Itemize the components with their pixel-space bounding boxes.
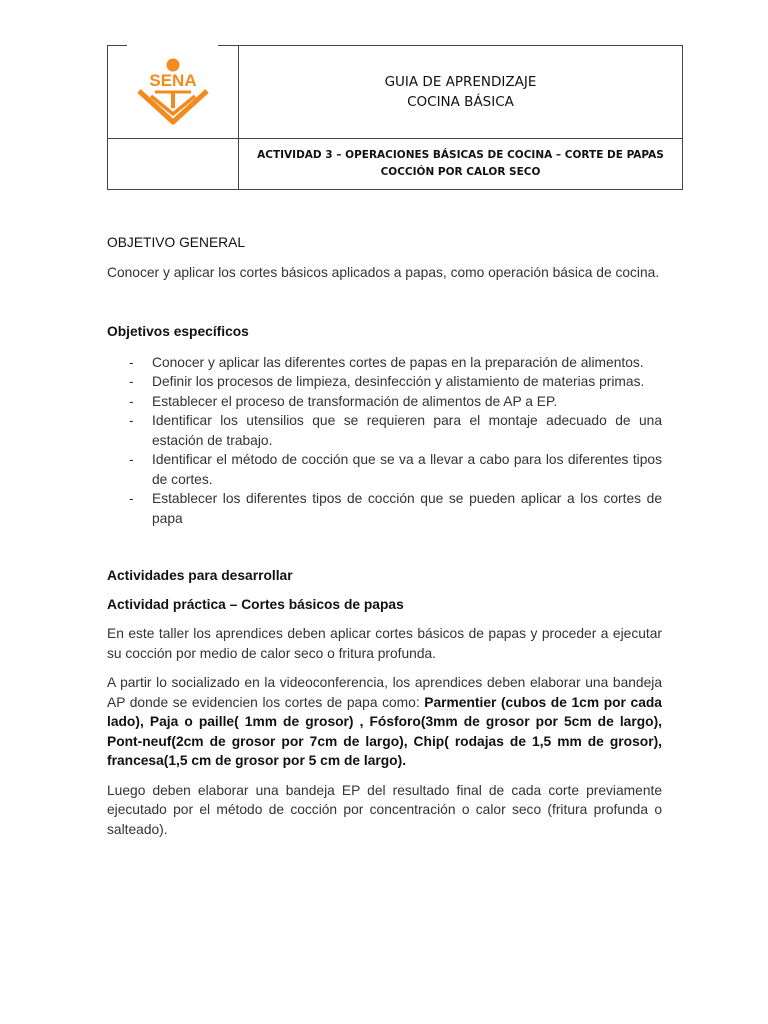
- general-objective-heading: OBJETIVO GENERAL: [107, 235, 246, 250]
- general-objective-text: Conocer y aplicar los cortes básicos aplicados a papas, como operación básica de cocina.: [107, 264, 660, 280]
- activity-paragraph-3: Luego deben elaborar una bandeja EP del resultado final de cada corte previamente ejecutado por el método de cocción por concentración o calor seco (fritura profunda o salteado).: [107, 782, 662, 837]
- specific-objectives-list: [107, 353, 662, 529]
- list-item: - Identificar los utensilios que se requieren para el montaje adecuado de una estación de trabajo.: [129, 413, 662, 448]
- document-body: [107, 233, 662, 839]
- activity-paragraph-1: En este taller los aprendices deben aplicar cortes básicos de papas y proceder a ejecutar su cocción por medio de calor seco o fritura profunda.: [107, 626, 662, 661]
- activity-subtitle: COCCIÓN POR CALOR SECO: [380, 166, 541, 178]
- header-table: [107, 45, 683, 190]
- guide-title: GUIA DE APRENDIZAJE: [384, 74, 537, 90]
- activity-paragraph-2: A partir lo socializado en la videoconferencia, los aprendices deben elaborar una bandeja AP donde se evidencien los cortes de papa como: Parmentier (cubos de 1cm por cada lado), Paja o paille( 1mm de grosor) , Fósforo(3mm de grosor por 5cm de largo), Pont-neuf(2cm de grosor por 7cm de largo), Chip( rodajas de 1,5 mm de grosor), francesa(1,5 cm de grosor por 5 cm de largo).: [107, 675, 662, 768]
- list-item: - Definir los procesos de limpieza, desinfección y alistamiento de materias primas.: [129, 374, 645, 389]
- activity-title: ACTIVIDAD 3 – OPERACIONES BÁSICAS DE COCINA – CORTE DE PAPAS: [257, 149, 664, 161]
- course-title: COCINA BÁSICA: [407, 94, 514, 110]
- logo-text: SENA: [149, 71, 197, 90]
- logo-cell: [108, 46, 239, 139]
- potato-cuts-list: Parmentier (cubos de 1cm por cada lado), Paja o paille( 1mm de grosor) , Fósforo(3mm de grosor por 5cm de largo), Pont-neuf(2cm de grosor por 7cm de largo), Chip( rodajas de 1,5 mm de grosor), francesa(1,5 cm de grosor por 5 cm de largo).: [107, 694, 662, 768]
- list-item: - Identificar el método de cocción que se va a llevar a cabo para los diferentes tipos de cortes.: [129, 452, 662, 487]
- list-item: - Establecer el proceso de transformación de alimentos de AP a EP.: [129, 393, 558, 409]
- title-cell: [239, 46, 683, 139]
- specific-objectives-heading: Objetivos específicos: [107, 324, 249, 339]
- list-item: - Establecer los diferentes tipos de cocción que se pueden aplicar a los cortes de papa: [129, 491, 662, 526]
- list-item: - Conocer y aplicar las diferentes cortes de papas en la preparación de alimentos.: [129, 354, 644, 370]
- activities-heading: Actividades para desarrollar: [107, 568, 293, 583]
- empty-cell: [108, 139, 239, 190]
- sena-logo-icon: [133, 56, 213, 128]
- practical-activity-heading: Actividad práctica – Cortes básicos de papas: [107, 596, 404, 612]
- activity-cell: [239, 139, 683, 190]
